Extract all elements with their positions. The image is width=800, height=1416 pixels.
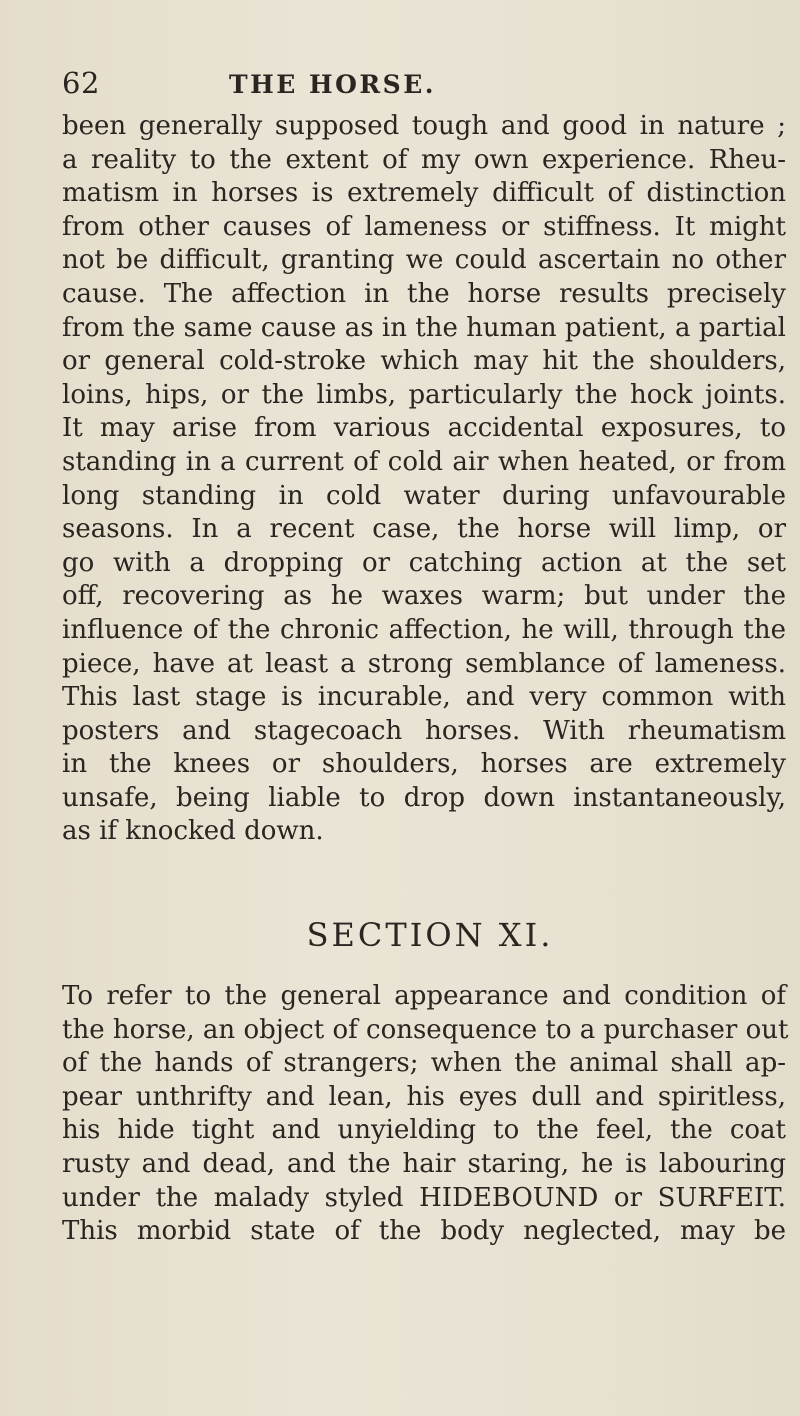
text-line: loins, hips, or the limbs, particularly the hock joints. bbox=[62, 379, 786, 410]
text-line: pear unthrifty and lean, his eyes dull and spiritless, bbox=[62, 1081, 786, 1112]
text-line: under the malady styled HIDEBOUND or SURFEIT. bbox=[62, 1182, 786, 1213]
text-line: a reality to the extent of my own experience. Rheu- bbox=[62, 144, 786, 175]
text-line: from other causes of lameness or stiffness. It might bbox=[62, 211, 786, 242]
text-line: off, recovering as he waxes warm; but under the bbox=[62, 581, 786, 612]
text-line: not be difficult, granting we could ascertain no other bbox=[62, 245, 786, 276]
text-line: To refer to the general appearance and condition of bbox=[62, 981, 786, 1011]
text-line: rusty and dead, and the hair staring, he is labouring bbox=[62, 1148, 786, 1179]
text-line: his hide tight and unyielding to the feel, the coat bbox=[62, 1115, 786, 1146]
text-line: of the hands of strangers; when the animal shall ap- bbox=[62, 1048, 786, 1079]
text-line: or general cold-stroke which may hit the shoulders, bbox=[62, 346, 786, 377]
text-line: in the knees or shoulders, horses are extremely bbox=[62, 749, 786, 780]
text-line: cause. The affection in the horse results precisely bbox=[62, 278, 786, 309]
running-title: THE HORSE. bbox=[229, 70, 436, 99]
text-line: seasons. In a recent case, the horse will limp, or bbox=[62, 514, 786, 545]
page-number: 62 bbox=[62, 66, 100, 100]
text-line: been generally supposed tough and good in nature ; bbox=[62, 111, 786, 141]
text-line: piece, have at least a strong semblance of lameness. bbox=[62, 648, 786, 679]
running-head bbox=[62, 66, 762, 106]
text-line: long standing in cold water during unfavourable bbox=[62, 480, 786, 511]
text-line: matism in horses is extremely difficult of distinction bbox=[62, 178, 786, 209]
text-line: influence of the chronic affection, he will, through the bbox=[62, 614, 786, 645]
text-line: This last stage is incurable, and very common with bbox=[62, 682, 786, 713]
text-line: from the same cause as in the human patient, a partial bbox=[62, 312, 786, 343]
text-line: standing in a current of cold air when heated, or from bbox=[62, 446, 786, 477]
text-line: posters and stagecoach horses. With rheumatism bbox=[62, 715, 786, 746]
text-line: the horse, an object of consequence to a purchaser out bbox=[62, 1014, 789, 1045]
text-line: as if knocked down. bbox=[62, 816, 324, 847]
text-line: go with a dropping or catching action at the set bbox=[62, 547, 786, 578]
section-heading: SECTION XI. bbox=[306, 916, 554, 954]
text-line: This morbid state of the body neglected, may be bbox=[62, 1216, 786, 1247]
text-line: unsafe, being liable to drop down instantaneously, bbox=[62, 782, 786, 813]
paragraph-general-appearance bbox=[62, 980, 789, 1249]
text-line: It may arise from various accidental exposures, to bbox=[62, 413, 786, 444]
paragraph-rheumatism bbox=[62, 110, 786, 849]
